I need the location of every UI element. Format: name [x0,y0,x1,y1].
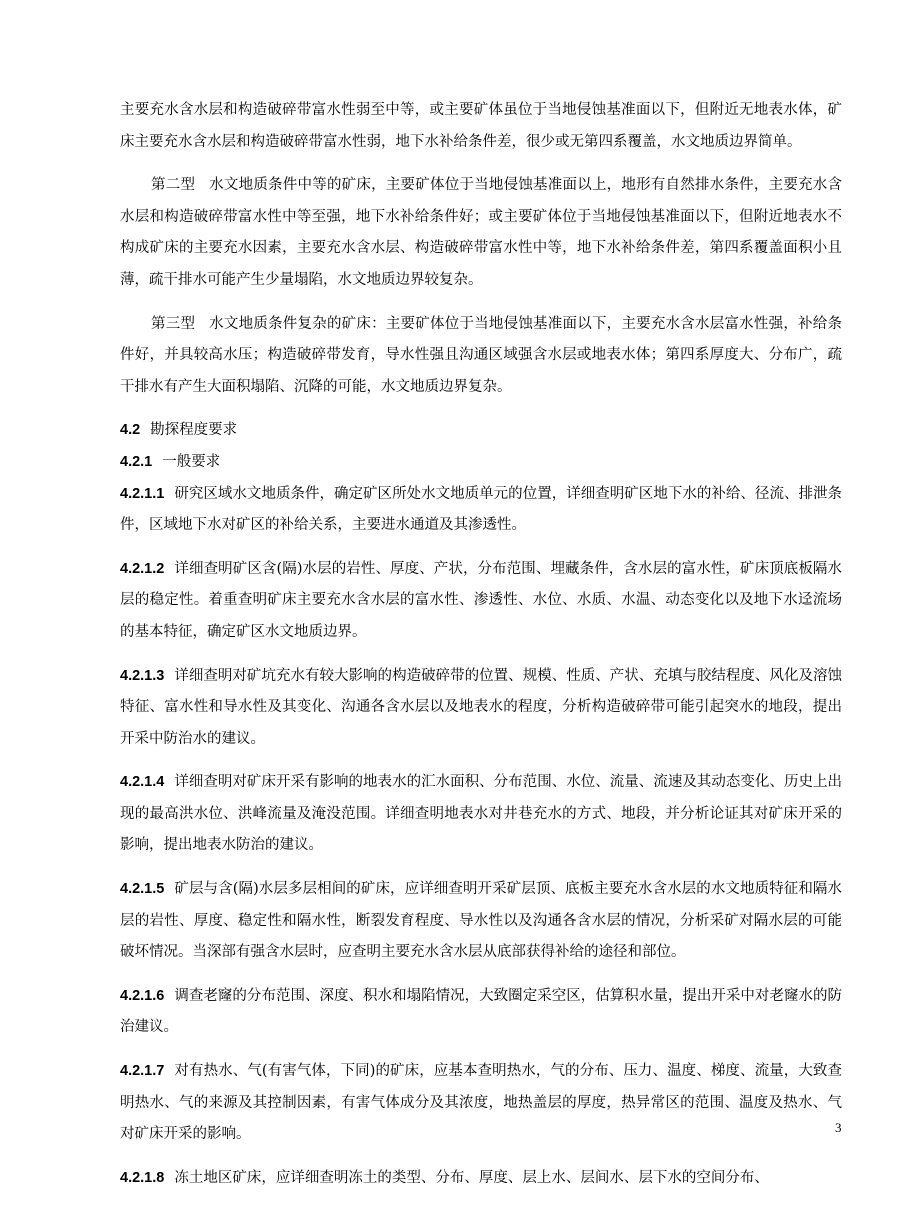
clause-4-2-1-6 [120,981,842,1044]
clause-number: 4.2.1.5 [120,881,165,898]
clause-4-2-1-7 [120,1056,842,1151]
clause-4-2-1-5 [120,874,842,969]
paragraph-text: 水文地质条件中等的矿床，主要矿体位于当地侵蚀基准面以上，地形有自然排水条件，主要充水含水层和构造破碎带富水性中等至强，地下水补给条件好；或主要矿体位于当地侵蚀基准面以下，但附近地表水不构成矿床的主要充水因素，主要充水含水层、构造破碎带富水性中等，地下水补给条件差，第四系覆盖面积小且薄，疏干排水可能产生少量塌陷，水文地质边界较复杂。 [120,177,843,288]
clause-number: 4.2.1.6 [120,987,165,1004]
clause-4-2-1-8 [120,1163,842,1195]
page-number: 3 [835,1120,842,1135]
clause-4-2-1-1 [120,479,842,542]
type-label: 第三型 [151,315,196,332]
paragraph-text: 主要充水含水层和构造破碎带富水性弱至中等，或主要矿体虽位于当地侵蚀基准面以下，但附近无地表水体，矿床主要充水含水层和构造破碎带富水性弱，地下水补给条件差，很少或无第四系覆盖，水文地质边界简单。 [120,102,842,150]
section-title: 勘探程度要求 [150,422,238,439]
paragraph-type-two [120,170,842,296]
clause-number: 4.2.1.1 [120,485,165,502]
clause-4-2-1-4 [120,767,842,862]
paragraph-type-three [120,309,842,404]
section-number: 4.2.1 [120,453,153,470]
section-number: 4.2 [120,422,141,439]
type-label: 第二型 [151,177,196,194]
clause-text: 详细查明对矿坑充水有较大影响的构造破碎带的位置、规模、性质、产状、充填与胶结程度、风化及溶蚀特征、富水性和导水性及其变化、沟通各含水层以及地表水的程度，分析构造破碎带可能引起突水的地段，提出开采中防治水的建议。 [120,667,842,747]
clause-text: 对有热水、气(有害气体，下同)的矿床，应基本查明热水，气的分布、压力、温度、梯度、流量，大致查明热水、气的来源及其控制因素，有害气体成分及其浓度，地热盖层的厚度，热异常区的范围、温度及热水、气对矿床开采的影响。 [120,1063,842,1143]
clause-text: 冻土地区矿床，应详细查明冻土的类型、分布、厚度、层上水、层间水、层下水的空间分布、 [174,1169,769,1186]
section-title: 一般要求 [162,453,221,470]
clause-text: 矿层与含(隔)水层多层相间的矿床，应详细查明开采矿层顶、底板主要充水含水层的水文地质特征和隔水层的岩性、厚度、稳定性和隔水性，断裂发育程度、导水性以及沟通各含水层的情况，分析采矿对隔水层的可能破坏情况。当深部有强含水层时，应查明主要充水含水层从底部获得补给的途径和部位。 [120,881,842,961]
clause-number: 4.2.1.3 [120,667,165,684]
clause-4-2-1-2 [120,554,842,649]
section-heading-4-2-1 [120,447,842,479]
document-body [120,95,842,1206]
clause-text: 详细查明矿区含(隔)水层的岩性、厚度、产状，分布范围、埋藏条件，含水层的富水性，矿床顶底板隔水层的稳定性。着重查明矿床主要充水含水层的富水性、渗透性、水位、水质、水温、动态变化以及地下水迳流场的基本特征，确定矿区水文地质边界。 [120,560,842,640]
paragraph-type-one-continued [120,95,842,158]
clause-4-2-1-3 [120,661,842,756]
clause-number: 4.2.1.2 [120,560,165,577]
clause-number: 4.2.1.7 [120,1063,165,1080]
clause-number: 4.2.1.4 [120,774,165,791]
section-heading-4-2 [120,415,842,447]
clause-text: 研究区域水文地质条件，确定矿区所处水文地质单元的位置，详细查明矿区地下水的补给、径流、排泄条件，区域地下水对矿区的补给关系，主要进水通道及其渗透性。 [120,485,842,534]
clause-text: 详细查明对矿床开采有影响的地表水的汇水面积、分布范围、水位、流量、流速及其动态变化、历史上出现的最高洪水位、洪峰流量及淹没范围。详细查明地表水对井巷充水的方式、地段，并分析论证其对矿床开采的影响，提出地表水防治的建议。 [120,774,842,854]
paragraph-text: 水文地质条件复杂的矿床：主要矿体位于当地侵蚀基准面以下，主要充水含水层富水性强，补给条件好，并具较高水压；构造破碎带发育，导水性强且沟通区域强含水层或地表水体；第四系厚度大、分布广，疏干排水有产生大面积塌陷、沉降的可能，水文地质边界复杂。 [120,315,843,395]
clause-number: 4.2.1.8 [120,1169,165,1186]
clause-text: 调查老窿的分布范围、深度、积水和塌陷情况，大致圈定采空区，估算积水量，提出开采中对老窿水的防治建议。 [120,987,842,1036]
